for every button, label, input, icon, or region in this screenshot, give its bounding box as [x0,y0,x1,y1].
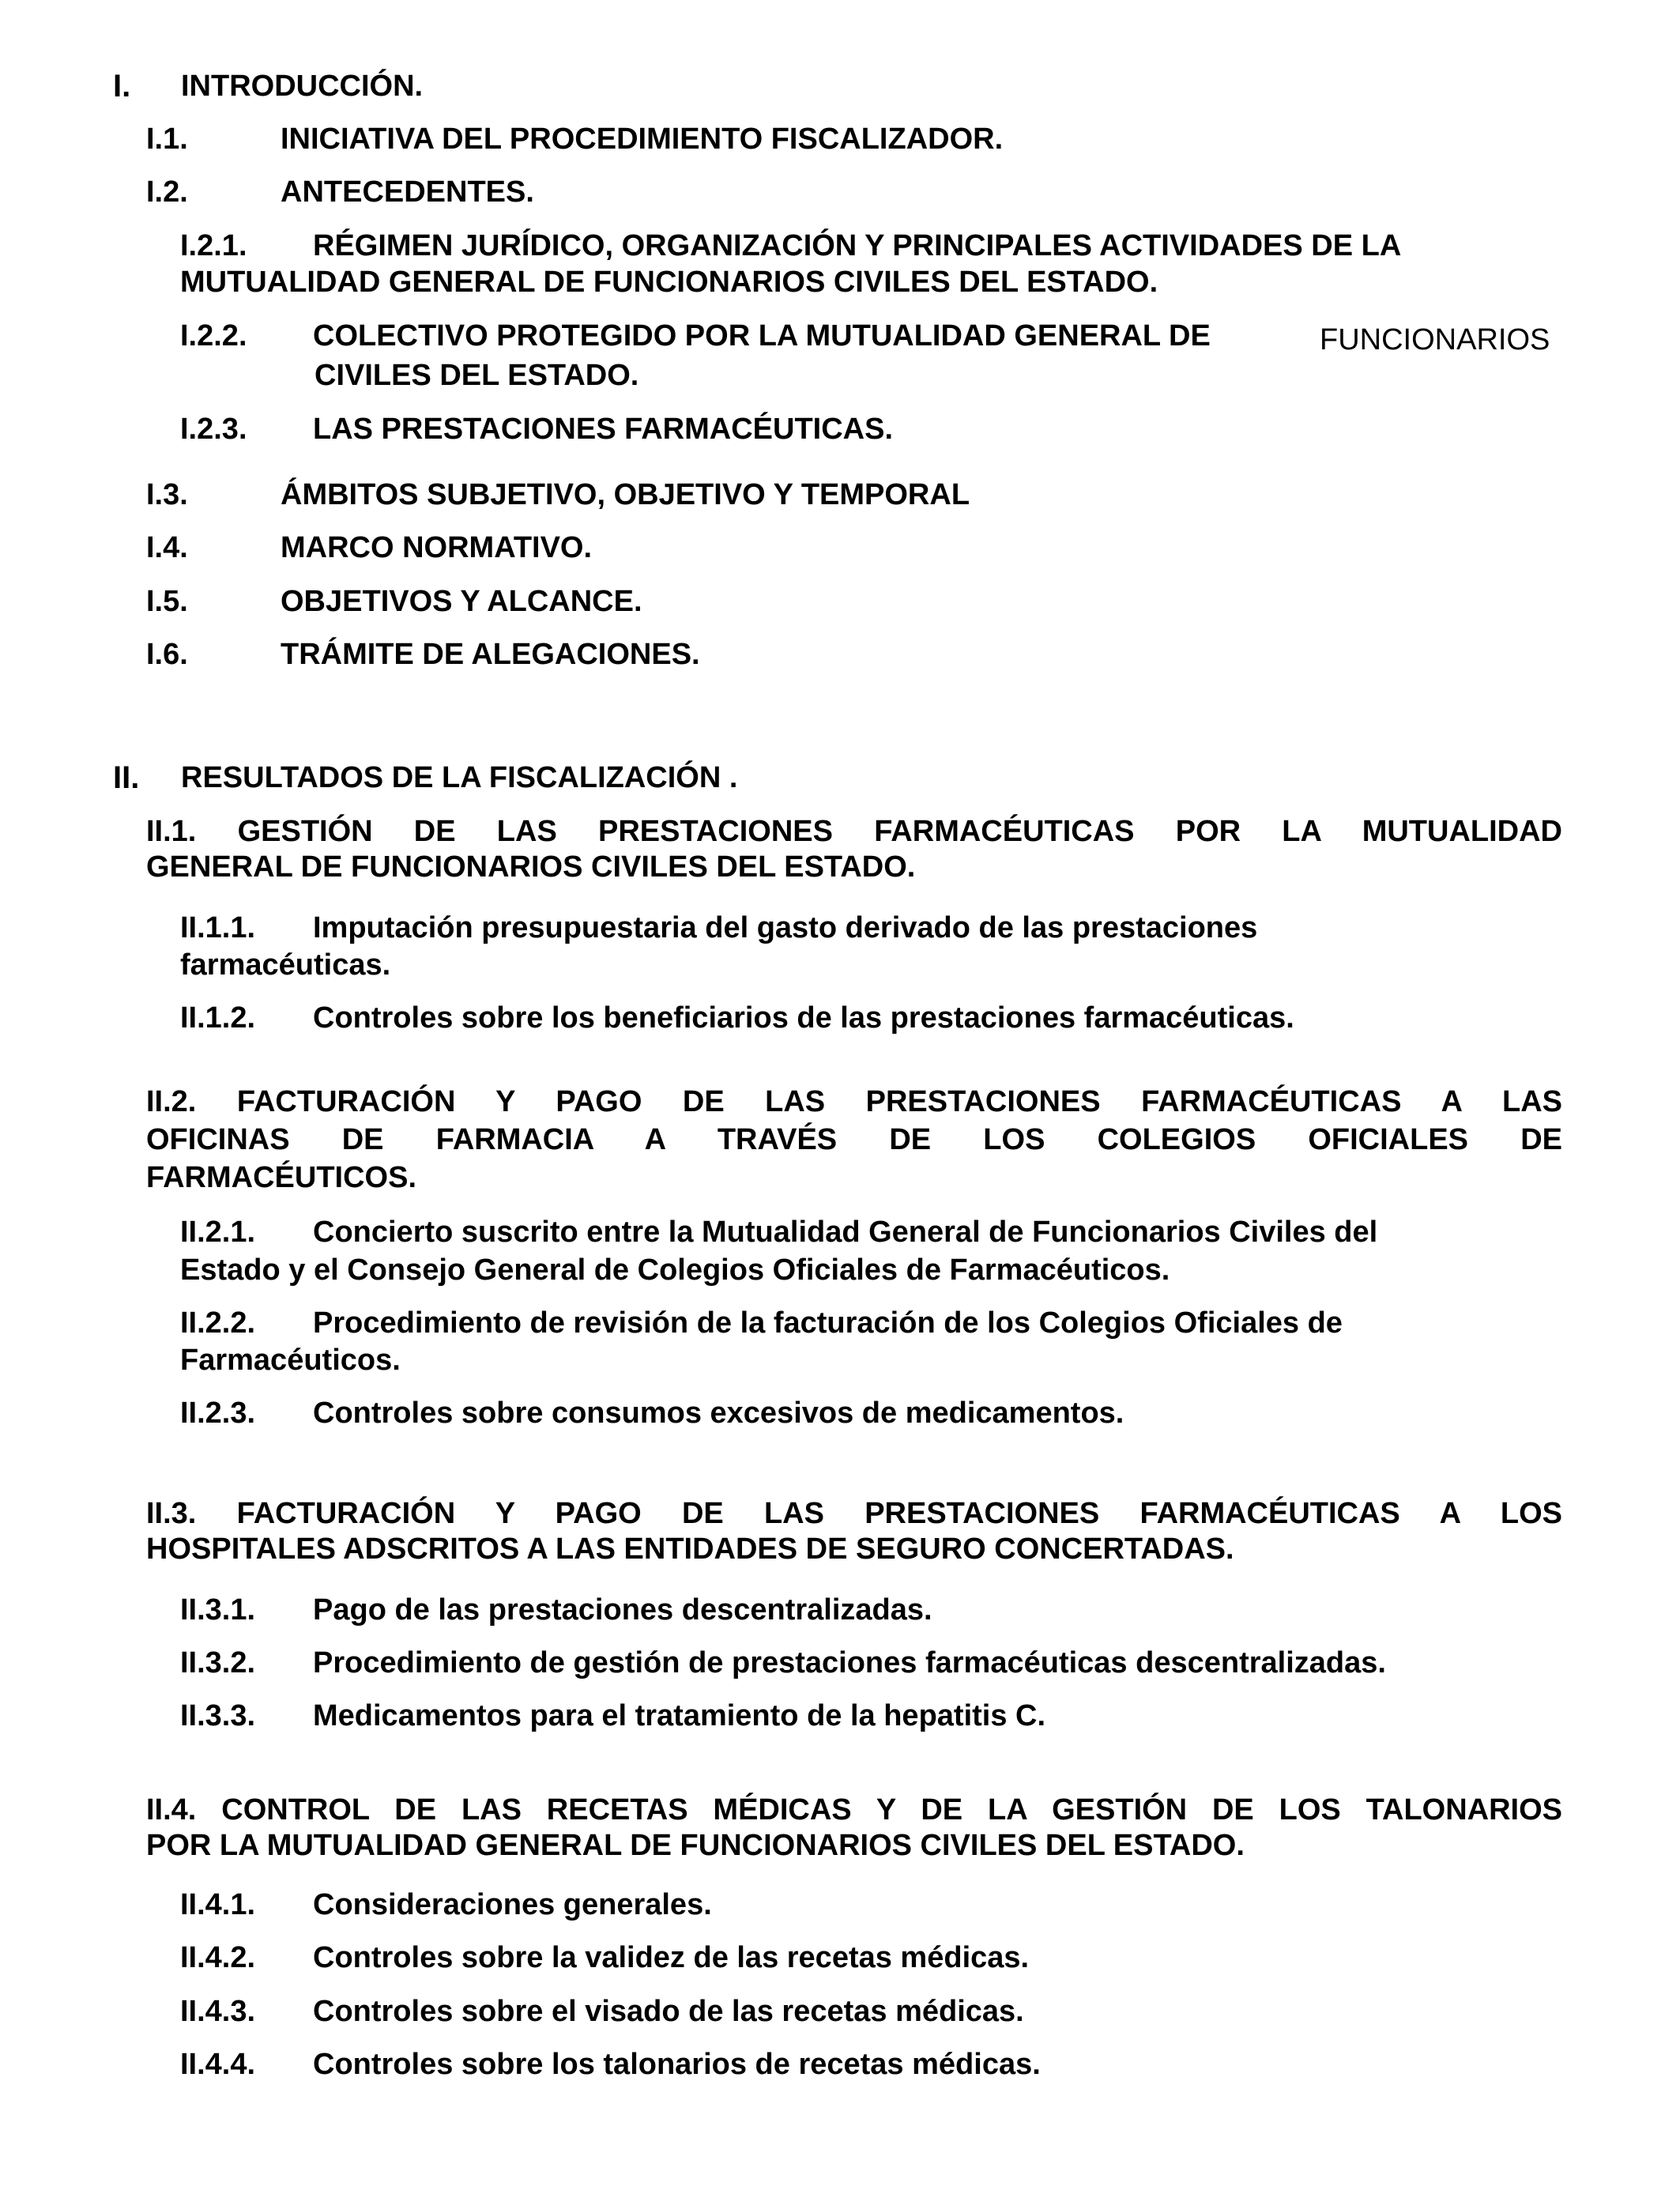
toc-entry-number: I.2.2. [180,319,247,352]
toc-entry-number: II.4.1. [180,1888,256,1921]
toc-entry-title: RESULTADOS DE LA FISCALIZACIÓN . [181,761,738,794]
toc-entry-1-2-2-word [1320,321,1550,359]
toc-entry-number: II.1.2. [180,1001,256,1035]
toc-entry-title: Procedimiento de gestión de prestaciones farmacéuticas descentralizadas. [313,1646,1386,1679]
toc-entry-1-2-1-continued [180,263,1158,301]
toc-entry-number: II.2.1. [180,1216,256,1249]
toc-entry-2-1-1-continued [180,946,390,984]
toc-entry-title: Controles sobre la validez de las recetas médicas. [313,1941,1030,1974]
toc-entry-title-continued: farmacéuticas. [180,948,391,982]
toc-entry-number: II.3.3. [180,1699,256,1732]
toc-entry-title-word: FUNCIONARIOS [1320,323,1550,356]
toc-entry-number: I.4. [146,531,188,564]
toc-entry-title-continued: HOSPITALES ADSCRITOS A LAS ENTIDADES DE SEGURO CONCERTADAS. [146,1532,1234,1566]
toc-entry-line [146,1083,1562,1121]
toc-entry-title-continued: POR LA MUTUALIDAD GENERAL DE FUNCIONARIOS CIVILES DEL ESTADO. [146,1829,1245,1862]
toc-entry-title: RÉGIMEN JURÍDICO, ORGANIZACIÓN Y PRINCIPALES ACTIVIDADES DE LA [313,229,1402,262]
toc-entry-number: II.4.2. [180,1941,256,1974]
toc-entry-title: CONTROL DE LAS RECETAS MÉDICAS Y DE LA GESTIÓN DE LOS TALONARIOS [221,1793,1563,1826]
toc-entry-title: INTRODUCCIÓN. [181,70,424,103]
toc-entry-2-3[interactable] [146,1495,1562,1568]
toc-entry-title: COLECTIVO PROTEGIDO POR LA MUTUALIDAD GENERAL DE [313,319,1211,352]
toc-entry-number: II.2. [146,1085,197,1118]
toc-entry-title: LAS PRESTACIONES FARMACÉUTICAS. [313,413,894,446]
toc-entry-number: II.4.4. [180,2048,256,2081]
toc-entry-line [146,1495,1562,1532]
toc-entry-title: ANTECEDENTES. [281,175,534,209]
toc-entry-title-continued: Estado y el Consejo General de Colegios Oficiales de Farmacéuticos. [180,1253,1170,1287]
toc-entry-title: FACTURACIÓN Y PAGO DE LAS PRESTACIONES FARMACÉUTICAS A LAS [236,1085,1562,1118]
toc-entry-number: II.4.3. [180,1995,256,2028]
toc-entry-title: Pago de las prestaciones descentralizadas. [313,1593,932,1627]
toc-entry-number: II.3. [146,1497,197,1530]
toc-entry-title-continued: FARMACÉUTICOS. [146,1161,416,1194]
toc-entry-title: Concierto suscrito entre la Mutualidad General de Funcionarios Civiles del [313,1216,1378,1249]
toc-entry-2-1[interactable] [146,812,1562,886]
toc-entry-title: MARCO NORMATIVO. [281,531,593,564]
toc-entry-number: I.2.3. [180,413,247,446]
toc-entry-number: I.6. [146,638,188,671]
toc-entry-number: II.4. [146,1793,197,1826]
toc-entry-title: TRÁMITE DE ALEGACIONES. [281,638,700,671]
toc-entry-number: I.3. [146,478,188,511]
toc-entry-title: Controles sobre los talonarios de recetas médicas. [313,2048,1041,2081]
toc-entry-2-2[interactable] [146,1083,1562,1197]
toc-entry-line [146,812,1562,850]
toc-entry-title: Medicamentos para el tratamiento de la hepatitis C. [313,1699,1046,1732]
toc-entry-number: II.3.2. [180,1646,256,1679]
toc-entry-title: Procedimiento de revisión de la facturación de los Colegios Oficiales de [313,1306,1343,1340]
toc-entry-number: I.2. [146,175,188,209]
toc-entry-title: OBJETIVOS Y ALCANCE. [281,585,642,618]
toc-entry-1-2-2-continued [315,356,638,394]
toc-entry-title: Imputación presupuestaria del gasto derivado de las prestaciones [313,911,1258,944]
toc-entry-title: INICIATIVA DEL PROCEDIMIENTO FISCALIZADOR. [281,123,1004,156]
toc-entry-title: Controles sobre el visado de las recetas médicas. [313,1995,1024,2028]
toc-entry-number: II.3.1. [180,1593,256,1627]
toc-entry-number: II.2.3. [180,1397,256,1430]
toc-entry-2-2-1-continued [180,1251,1170,1289]
toc-entry-number: I. [113,69,131,104]
toc-entry-2-2-2-continued [180,1341,401,1379]
toc-entry-title-continued: CIVILES DEL ESTADO. [315,359,639,392]
toc-entry-number: I.2.1. [180,229,247,262]
toc-entry-title: Consideraciones generales. [313,1888,712,1921]
toc-entry-title: GESTIÓN DE LAS PRESTACIONES FARMACÉUTICAS POR LA MUTUALIDAD [237,815,1562,848]
toc-entry-title-continued: MUTUALIDAD GENERAL DE FUNCIONARIOS CIVILES DEL ESTADO. [180,266,1158,299]
toc-entry-number: I.1. [146,123,188,156]
toc-entry-title: Controles sobre los beneficiarios de las prestaciones farmacéuticas. [313,1001,1294,1035]
toc-entry-title: Controles sobre consumos excesivos de medicamentos. [313,1397,1124,1430]
toc-entry-number: I.5. [146,585,188,618]
toc-entry-title-continued: Farmacéuticos. [180,1344,401,1377]
toc-entry-number: II.1. [146,815,197,848]
toc-entry-2-4[interactable] [146,1791,1562,1864]
toc-entry-number: II.2.2. [180,1306,256,1340]
toc-entry-title-continued: GENERAL DE FUNCIONARIOS CIVILES DEL ESTADO. [146,850,916,884]
toc-entry-number: II.1.1. [180,911,256,944]
toc-entry-title-continued: OFICINAS DE FARMACIA A TRAVÉS DE LOS COLEGIOS OFICIALES DE [146,1123,1562,1156]
toc-entry-title: FACTURACIÓN Y PAGO DE LAS PRESTACIONES FARMACÉUTICAS A LOS [236,1497,1562,1530]
toc-entry-line [146,1791,1562,1829]
toc-entry-title: ÁMBITOS SUBJETIVO, OBJETIVO Y TEMPORAL [281,478,970,511]
toc-entry-number: II. [113,760,140,795]
